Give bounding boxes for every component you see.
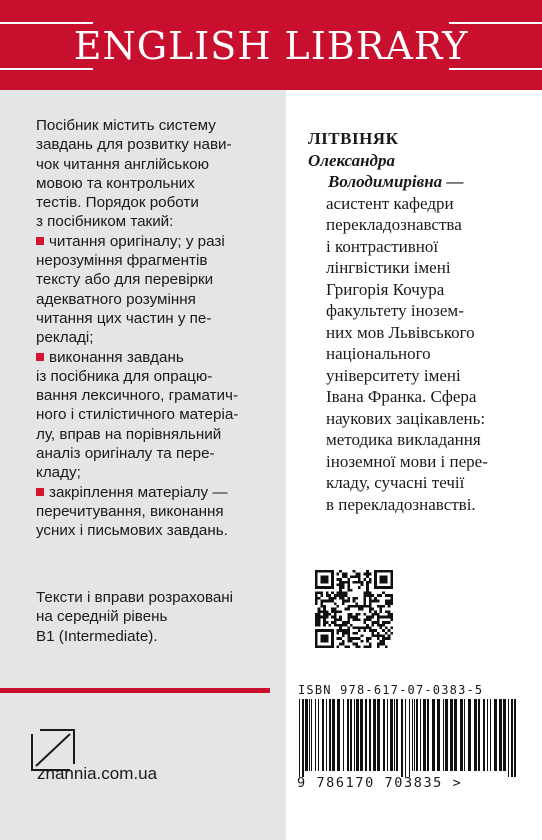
description-line-text: вання лексичного, граматич- (36, 387, 238, 405)
description-line (36, 502, 276, 521)
description-line-text: усних і письмових завдань. (36, 522, 228, 540)
author-bio (308, 193, 532, 516)
description-line-text: із посібника для опрацю- (36, 367, 213, 385)
bottom-red-rule (0, 688, 270, 693)
description-line (36, 116, 276, 135)
description-line-text: нерозуміння фрагментів (36, 252, 208, 270)
description-line-text: перечитування, виконання (36, 502, 224, 520)
author-bio-line: факультету інозем- (326, 301, 464, 320)
barcode-digits: 9 786170 703835 > (297, 775, 463, 791)
author-bio-line: наукових зацікавлень: (326, 408, 486, 428)
author-bio-line: і контрастивної (326, 236, 439, 256)
description-line-text: тексту або для перевірки (36, 271, 214, 289)
author-bio-line: Івана Франка. Сфера (326, 387, 477, 406)
description-line (36, 444, 276, 463)
description-line (36, 386, 276, 405)
description-line (36, 309, 276, 328)
level-line: B1 (Intermediate). (36, 627, 158, 645)
description-line-text: тестів. Порядок роботи (36, 194, 199, 212)
book-description (36, 116, 276, 541)
author-bio-line: в перекладознавстві. (326, 494, 476, 514)
author-patronymic: Володимирівна (328, 172, 443, 191)
description-line (36, 521, 276, 540)
description-line-text: з посібником такий: (36, 213, 174, 231)
description-line-text: Посібник містить систему (36, 117, 216, 134)
description-line-text: виконання завдань (49, 348, 184, 366)
description-line-text: закріплення матеріалу — (49, 483, 228, 501)
description-line (36, 328, 276, 347)
description-line (36, 174, 276, 193)
description-line-text: аналіз оригіналу та пере- (36, 445, 215, 463)
description-line (36, 405, 276, 424)
series-title: ENGLISH LIBRARY (73, 24, 469, 68)
series-title-box (73, 14, 469, 78)
description-line-text: рекладі; (36, 329, 94, 347)
level-line: на середній рівень (36, 608, 168, 626)
description-line (36, 348, 276, 367)
author-first-name: Олександра (308, 150, 395, 170)
description-line (36, 367, 276, 386)
bullet-square-icon (36, 237, 44, 245)
author-bio-line: методика викладання (326, 430, 481, 449)
description-line-text: читання цих частин у пе- (36, 309, 212, 327)
description-line-text: мовою та контрольних (36, 174, 195, 192)
description-line-text: читання оригіналу; у разі (49, 232, 225, 250)
description-line-text: ного і стилістичного матеріа- (36, 406, 239, 424)
author-bio-line: них мов Львівського (326, 322, 475, 342)
barcode-icon (293, 699, 533, 777)
bullet-square-icon (36, 488, 44, 496)
author-bio-line: іноземної мови і пере- (326, 451, 488, 471)
level-line: Тексти і вправи розраховані (36, 589, 234, 606)
author-bio-line: Григорія Кочура (326, 279, 445, 299)
description-line (36, 290, 276, 309)
description-line-text: завдань для розвитку нави- (36, 136, 232, 154)
author-surname: ЛІТВІНЯК (308, 129, 399, 148)
author-bio-line: національного (326, 344, 431, 363)
description-line (36, 193, 276, 212)
author-bio-line: перекладознавства (326, 215, 462, 234)
description-line (36, 212, 276, 231)
description-line (36, 483, 276, 502)
description-line (36, 155, 276, 174)
description-line (36, 463, 276, 482)
description-line (36, 425, 276, 444)
author-bio-line: університету імені (326, 365, 461, 385)
series-header (0, 0, 542, 90)
author-bio-line: лінгвістики імені (326, 258, 451, 277)
description-line-text: чок читання англійською (36, 155, 209, 173)
isbn-number: ISBN 978-617-07-0383-5 (298, 683, 484, 697)
description-line-text: лу, вправ на порівняльний (36, 425, 222, 443)
description-line (36, 251, 276, 270)
description-line-text: кладу; (36, 464, 81, 482)
description-line (36, 135, 276, 154)
author-dash: — (442, 172, 464, 191)
level-note (36, 588, 276, 646)
author-bio-line: кладу, сучасні течії (326, 473, 465, 492)
author-bio-line: асистент кафедри (326, 193, 454, 213)
publisher-website: znannia.com.ua (37, 764, 158, 783)
author-patronymic-line (308, 171, 532, 193)
qr-code-icon (315, 570, 393, 648)
author-info (308, 128, 532, 515)
description-line (36, 270, 276, 289)
description-line (36, 232, 276, 251)
description-line-text: адекватного розуміння (36, 290, 196, 308)
bullet-square-icon (36, 353, 44, 361)
